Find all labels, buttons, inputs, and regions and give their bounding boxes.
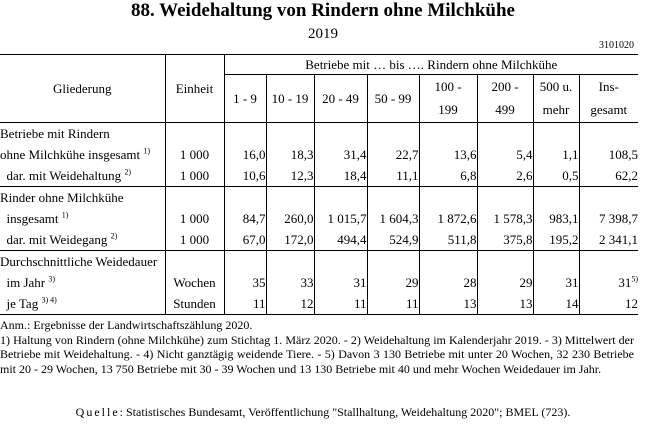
row-label-cell (0, 293, 165, 315)
row-label: ohne Milchkühe insgesamt (0, 146, 141, 162)
section-title: Betriebe mit Rindern (0, 125, 110, 141)
value-cell (419, 272, 477, 293)
empty-cell (419, 251, 477, 273)
unit-cell: 1 000 (165, 165, 224, 187)
value-cell (419, 165, 477, 187)
value-cell (314, 293, 367, 315)
footnotes (0, 318, 634, 376)
empty-cell (533, 123, 579, 145)
table-row (0, 165, 638, 187)
table-row (0, 229, 638, 251)
total-cell (579, 229, 638, 251)
empty-cell (579, 251, 638, 273)
cell-value: 494,4 (337, 231, 367, 247)
empty-cell (533, 187, 579, 209)
total-cell (579, 165, 638, 187)
cell-value: 1 604,3 (379, 210, 419, 226)
cell-value: 1 872,6 (437, 210, 477, 226)
footnote-ref: 5) (631, 274, 639, 284)
unit-cell: Stunden (165, 293, 224, 315)
value-cell (477, 208, 533, 229)
source-prefix: Quelle (75, 405, 120, 419)
cell-value: 13 (519, 295, 533, 311)
cell-value: 1 015,7 (327, 210, 367, 226)
empty-cell (314, 187, 367, 209)
cell-value: 12 (625, 295, 639, 311)
value-cell (266, 272, 314, 293)
cell-value: 1 578,3 (493, 210, 533, 226)
header-col-6-line2: mehr (533, 99, 579, 123)
cell-value: 67,0 (242, 231, 266, 247)
cell-value: 195,2 (549, 231, 579, 247)
footnote-ref: 1) (61, 210, 69, 220)
value-cell (367, 272, 419, 293)
cell-value: 1,1 (562, 146, 579, 162)
cell-value: 13 (463, 295, 477, 311)
footnote-ref: 2) (124, 167, 132, 177)
empty-cell (367, 123, 419, 145)
note-line: Anm.: Ergebnisse der Landwirtschaftszählung 2020. (0, 318, 253, 332)
value-cell (533, 165, 579, 187)
value-cell (266, 208, 314, 229)
empty-cell (165, 251, 224, 273)
value-cell (314, 165, 367, 187)
section-title: Rinder ohne Milchkühe (0, 189, 124, 205)
value-cell (367, 208, 419, 229)
value-cell (266, 293, 314, 315)
empty-cell (266, 187, 314, 209)
empty-cell (579, 123, 638, 145)
empty-cell (165, 123, 224, 145)
empty-cell (224, 123, 266, 145)
value-cell (266, 229, 314, 251)
row-label: im Jahr (0, 274, 46, 290)
value-cell (224, 293, 266, 315)
empty-cell (367, 251, 419, 273)
value-cell (224, 144, 266, 165)
unit-cell: Wochen (165, 272, 224, 293)
cell-value: 29 (519, 274, 533, 290)
value-cell (533, 208, 579, 229)
cell-value: 12,3 (290, 167, 314, 183)
value-cell (477, 165, 533, 187)
note-text: 1) Haltung von Rindern (ohne Milchkühe) zum Stichtag 1. März 2020. - 2) Weidehaltung im Kalenderjahr 2019. - 3) Mittelwert der Betriebe mit Weidehaltung. - 4) Nicht ganztägig weidende Tiere. - 5) Davon 3 130 Betriebe mit unter 20 Wochen, 32 230 Betriebe mit 20 - 29 Wochen, 13 750 Betriebe mit 30 - 39 Wochen und 13 130 Betriebe mit 40 und mehr Wochen Weidedauer im Jahr. (0, 332, 634, 376)
empty-cell (314, 251, 367, 273)
header-col-7-line1: Ins- (579, 75, 638, 99)
value-cell (314, 229, 367, 251)
table-title: 88. Weidehaltung von Rindern ohne Milchkühe (131, 0, 515, 21)
row-label-cell (0, 272, 165, 293)
empty-cell (266, 251, 314, 273)
cell-value: 524,9 (389, 231, 419, 247)
cell-value: 22,7 (395, 146, 419, 162)
header-col-4-line1: 100 - (419, 75, 477, 99)
cell-value: 84,7 (242, 210, 266, 226)
cell-value: 6,8 (460, 167, 477, 183)
cell-value: 12 (300, 295, 314, 311)
cell-value: 35 (252, 274, 266, 290)
header-col-5-line2: 499 (477, 99, 533, 123)
value-cell (533, 293, 579, 315)
empty-cell (477, 251, 533, 273)
total-cell (579, 208, 638, 229)
cell-value: 31,4 (343, 146, 367, 162)
empty-cell (533, 251, 579, 273)
header-col-4-line2: 199 (419, 99, 477, 123)
empty-cell (477, 187, 533, 209)
cell-value: 108,5 (608, 146, 639, 162)
value-cell (419, 208, 477, 229)
empty-cell (419, 187, 477, 209)
cell-value: 28 (463, 274, 477, 290)
cell-value: 172,0 (284, 231, 314, 247)
source-line (0, 405, 646, 420)
cell-value: 10,6 (242, 167, 266, 183)
cell-value: 0,5 (562, 167, 579, 183)
row-label: je Tag (0, 295, 39, 311)
value-cell (477, 272, 533, 293)
section-title: Durchschnittliche Weidedauer (0, 253, 158, 269)
footnote-ref: 1) (143, 146, 151, 156)
section-row (0, 187, 638, 209)
cell-value: 29 (405, 274, 419, 290)
cell-value: 16,0 (242, 146, 266, 162)
source-text: : Statistisches Bundesamt, Veröffentlichung "Stallhaltung, Weidehaltung 2020"; BMEL (723). (119, 405, 571, 419)
cell-value: 375,8 (503, 231, 533, 247)
cell-value: 11 (353, 295, 367, 311)
value-cell (314, 272, 367, 293)
cell-value: 18,3 (290, 146, 314, 162)
value-cell (477, 229, 533, 251)
section-row (0, 123, 638, 145)
unit-cell: 1 000 (165, 208, 224, 229)
cell-value: 31 (565, 274, 579, 290)
cell-value: 11,1 (396, 167, 419, 183)
value-cell (367, 144, 419, 165)
cell-value: 62,2 (615, 167, 639, 183)
cell-value: 7 398,7 (599, 210, 639, 226)
header-col-7-line2: gesamt (579, 99, 638, 123)
cell-value: 31 (618, 274, 632, 290)
footnote-ref: 3) (48, 274, 56, 284)
cell-value: 260,0 (284, 210, 314, 226)
value-cell (533, 272, 579, 293)
cell-value: 2,6 (516, 167, 533, 183)
footnote-ref: 2) (110, 231, 118, 241)
header-group: Betriebe mit … bis …. Rindern ohne Milchkühe (224, 55, 638, 75)
unit-cell: 1 000 (165, 229, 224, 251)
header-col-6-line1: 500 u. (533, 75, 579, 99)
value-cell (266, 144, 314, 165)
value-cell (533, 144, 579, 165)
empty-cell (224, 187, 266, 209)
row-label-cell (0, 144, 165, 165)
value-cell (224, 272, 266, 293)
value-cell (224, 165, 266, 187)
empty-cell (266, 123, 314, 145)
table-code: 3101020 (599, 40, 634, 51)
row-label-cell (0, 208, 165, 229)
empty-cell (165, 187, 224, 209)
footnote-ref: 3) 4) (41, 295, 57, 305)
cell-value: 33 (300, 274, 314, 290)
value-cell (533, 229, 579, 251)
total-cell (579, 293, 638, 315)
header-col-0: 1 - 9 (224, 75, 266, 123)
value-cell (224, 208, 266, 229)
table-row (0, 208, 638, 229)
cell-value: 11 (252, 295, 266, 311)
cell-value: 13,6 (453, 146, 477, 162)
value-cell (419, 229, 477, 251)
value-cell (314, 144, 367, 165)
empty-cell (367, 187, 419, 209)
data-table (0, 54, 638, 315)
header-col-5-line1: 200 - (477, 75, 533, 99)
value-cell (419, 293, 477, 315)
empty-cell (477, 123, 533, 145)
section-row (0, 251, 638, 273)
value-cell (367, 165, 419, 187)
unit-cell: 1 000 (165, 144, 224, 165)
value-cell (367, 229, 419, 251)
row-label: dar. mit Weidehaltung (0, 167, 122, 183)
header-col-3: 50 - 99 (367, 75, 419, 123)
cell-value: 31 (353, 274, 367, 290)
total-cell (579, 144, 638, 165)
header-einheit: Einheit (165, 55, 224, 123)
value-cell (367, 293, 419, 315)
cell-value: 18,4 (343, 167, 367, 183)
value-cell (314, 208, 367, 229)
cell-value: 983,1 (549, 210, 579, 226)
cell-value: 14 (565, 295, 579, 311)
header-col-1: 10 - 19 (266, 75, 314, 123)
value-cell (477, 144, 533, 165)
row-label-cell (0, 229, 165, 251)
header-gliederung: Gliederung (0, 55, 165, 123)
cell-value: 5,4 (516, 146, 533, 162)
row-label-cell (0, 165, 165, 187)
header-col-2: 20 - 49 (314, 75, 367, 123)
empty-cell (419, 123, 477, 145)
cell-value: 11 (405, 295, 419, 311)
row-label: dar. mit Weidegang (0, 231, 108, 247)
value-cell (477, 293, 533, 315)
table-row (0, 144, 638, 165)
value-cell (224, 229, 266, 251)
value-cell (266, 165, 314, 187)
value-cell (419, 144, 477, 165)
total-cell (579, 272, 638, 293)
empty-cell (224, 251, 266, 273)
row-label: insgesamt (0, 210, 59, 226)
table-row (0, 293, 638, 315)
cell-value: 511,8 (447, 231, 477, 247)
cell-value: 2 341,1 (599, 231, 639, 247)
empty-cell (579, 187, 638, 209)
empty-cell (314, 123, 367, 145)
table-row (0, 272, 638, 293)
table-year: 2019 (308, 26, 338, 42)
